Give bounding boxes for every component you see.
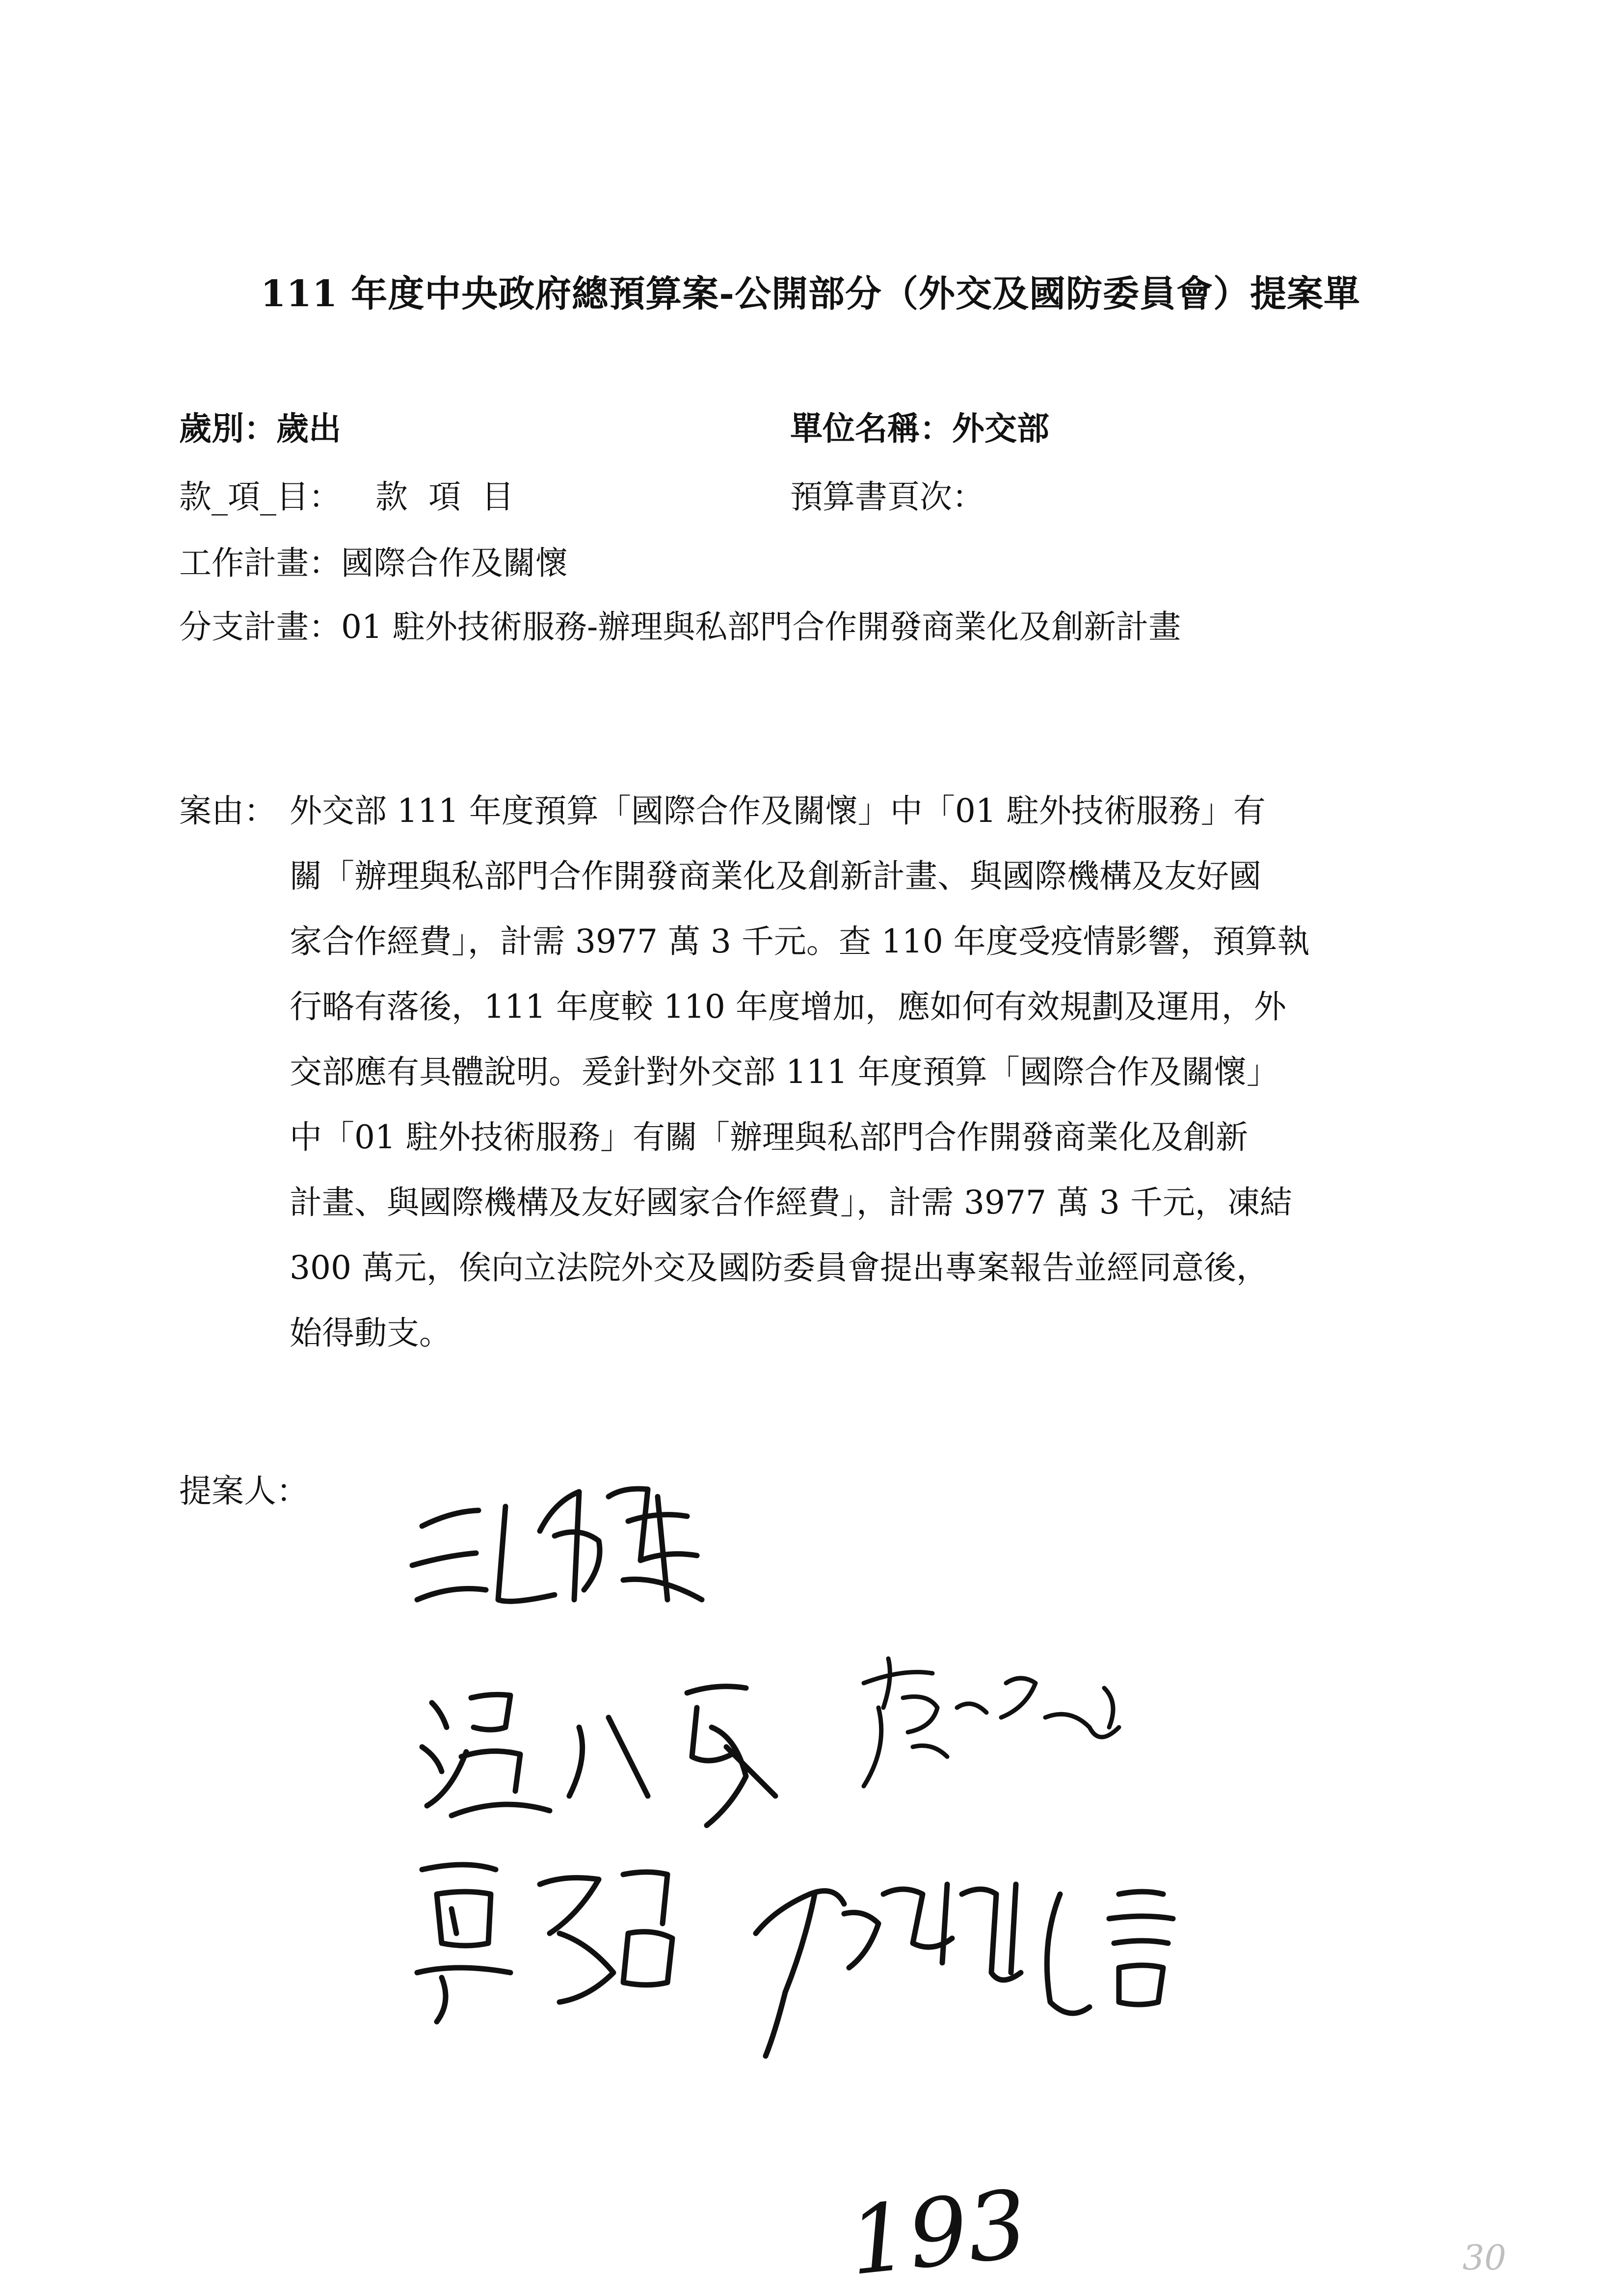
reason-line: 行略有落後，111 年度較 110 年度增加，應如何有效規劃及運用，外 [290, 988, 1286, 1026]
signature-1 [412, 1489, 702, 1601]
document-title: 111 年度中央政府總預算案-公開部分（外交及國防委員會）提案單 [261, 273, 1360, 315]
plan-label: 工作計畫： [179, 544, 341, 582]
reason-line: 中「01 駐外技術服務」有關「辦理與私部門合作開發商業化及創新 [290, 1118, 1248, 1156]
reason-line: 外交部 111 年度預算「國際合作及關懷」中「01 駐外技術服務」有 [290, 792, 1266, 830]
reason-line: 計畫、與國際機構及友好國家合作經費」，計需 3977 萬 3 千元，凍結 [290, 1184, 1292, 1221]
corner-number: 30 [1462, 2238, 1507, 2278]
reason-line: 交部應有具體說明。爰針對外交部 111 年度預算「國際合作及關懷」 [290, 1053, 1279, 1091]
signature-5 [756, 1884, 1173, 2056]
page-ref-label: 預算書頁次： [790, 478, 984, 516]
proposer-label: 提案人： [179, 1472, 309, 1510]
item-field [179, 478, 534, 516]
category-label: 歲別： [179, 409, 276, 448]
unit-field [790, 409, 1049, 448]
category-value: 歲出 [276, 409, 341, 448]
subplan-value: 01 駐外技術服務-辦理與私部門合作開發商業化及創新計畫 [341, 608, 1181, 646]
reason-line: 300 萬元，俟向立法院外交及國防委員會提出專案報告並經同意後， [290, 1249, 1269, 1287]
unit-value: 外交部 [952, 409, 1049, 448]
subplan-label: 分支計畫： [179, 608, 341, 646]
plan-field [179, 544, 568, 582]
subplan-field [179, 608, 1181, 646]
reason-line: 家合作經費」，計需 3977 萬 3 千元。查 110 年度受疫情影響，預算執 [290, 923, 1310, 960]
handwritten-signatures [393, 1452, 1325, 2139]
signature-2 [422, 1687, 775, 1825]
signature-3 [864, 1659, 1119, 1786]
unit-label: 單位名稱： [790, 409, 952, 448]
reason-label: 案由： [179, 792, 276, 830]
page-number: 193 [844, 2169, 1033, 2296]
plan-value: 國際合作及關懷 [341, 544, 568, 582]
item-label: 款_項_目： [179, 478, 341, 516]
category-field [179, 409, 341, 448]
signature-4 [417, 1865, 672, 2022]
page-ref-field [790, 478, 984, 516]
reason-line: 始得動支。 [290, 1314, 452, 1352]
reason-line: 關「辦理與私部門合作開發商業化及創新計畫、與國際機構及友好國 [290, 857, 1261, 895]
item-value: 款項目 [375, 478, 534, 516]
